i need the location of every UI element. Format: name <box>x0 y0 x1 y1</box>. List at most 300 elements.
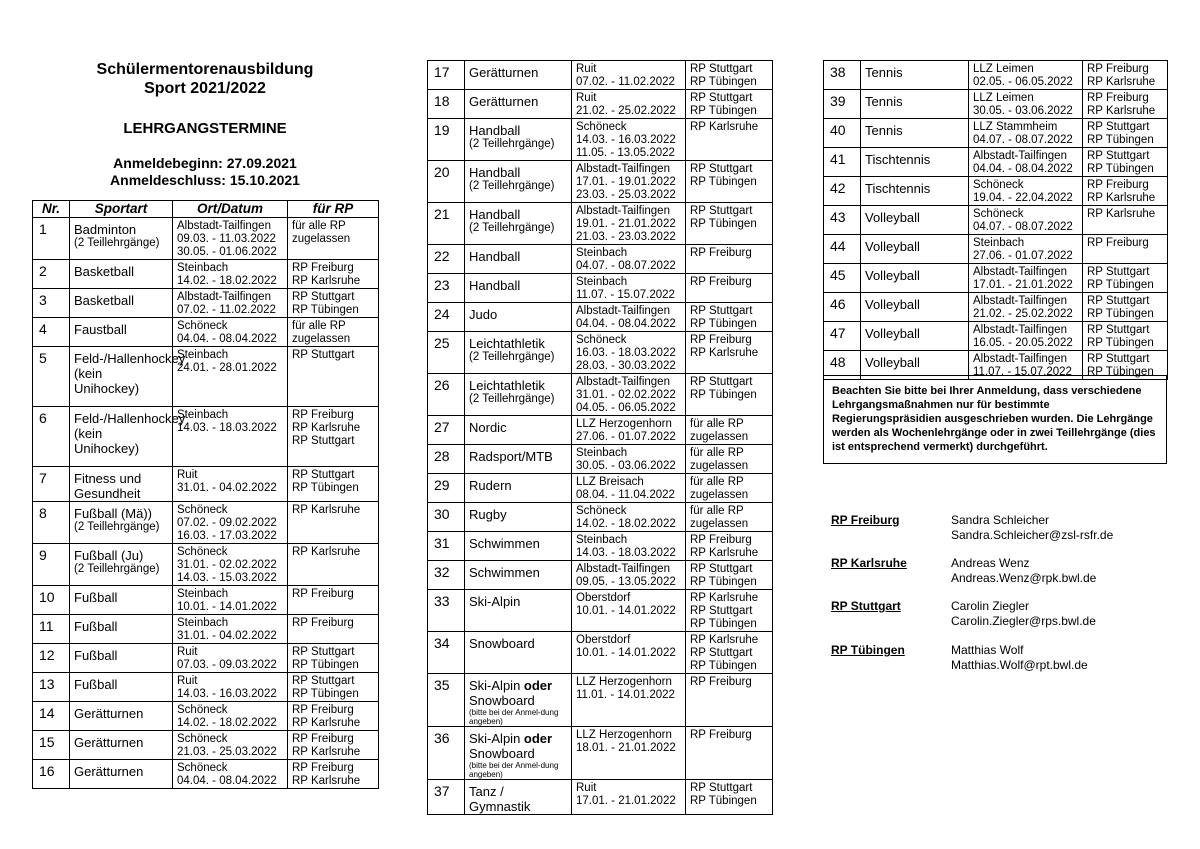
course-row <box>824 264 1168 293</box>
course-location-date <box>572 590 686 632</box>
course-number: 3 <box>33 289 70 318</box>
course-number: 44 <box>824 235 861 264</box>
course-location-date <box>173 760 288 789</box>
course-row <box>33 407 379 467</box>
course-rp <box>288 760 379 789</box>
sport-name: Handball <box>469 165 521 180</box>
sport-name: Gerätturnen <box>74 764 144 779</box>
location: Ruit <box>576 782 597 794</box>
location: Schöneck <box>177 733 228 745</box>
location: Schöneck <box>973 179 1024 191</box>
rp-entry: RP Tübingen <box>1087 163 1154 175</box>
location: LLZ Leimen <box>973 63 1034 75</box>
date-range: 02.05. - 06.05.2022 <box>973 76 1073 88</box>
sport-name: Nordic <box>469 420 507 435</box>
location: LLZ Leimen <box>973 92 1034 104</box>
course-rp <box>1083 264 1168 293</box>
contact-rp-label: RP Tübingen <box>831 643 905 657</box>
contact-name: Matthias Wolf <box>951 643 1024 657</box>
date-range: 10.01. - 14.01.2022 <box>576 647 676 659</box>
date-range: 11.01. - 14.01.2022 <box>576 689 675 701</box>
sport-subtitle: (2 Teillehrgänge) <box>469 222 555 234</box>
location: Oberstdorf <box>576 592 631 604</box>
rp-entry: RP Stuttgart <box>690 605 753 617</box>
course-location-date <box>572 245 686 274</box>
course-sport <box>70 407 186 467</box>
sport-name: Volleyball <box>865 326 920 341</box>
sport-name: Leichtathletik <box>469 336 545 351</box>
sport-name: Fußball <box>74 677 118 692</box>
sport-name: Fußball (Mä)) <box>74 506 153 521</box>
course-number: 38 <box>824 61 861 90</box>
course-row <box>824 61 1168 90</box>
course-row <box>33 702 379 731</box>
date-range: 21.02. - 25.02.2022 <box>576 105 676 117</box>
date-range: 14.03. - 18.03.2022 <box>177 422 277 434</box>
course-row <box>428 674 773 727</box>
course-rp <box>1083 148 1168 177</box>
course-sport <box>465 303 572 332</box>
location: Albstadt-Tailfingen <box>973 295 1067 307</box>
rp-entry: RP Freiburg <box>292 733 354 745</box>
course-number: 25 <box>428 332 465 374</box>
course-sport <box>465 332 572 374</box>
rp-entry: für alle RP <box>690 447 744 459</box>
rp-entry: RP Stuttgart <box>1087 295 1150 307</box>
rp-entry: RP Stuttgart <box>1087 150 1150 162</box>
column-header-fuer-rp: für RP <box>288 201 379 218</box>
sport-name: Rugby <box>469 507 507 522</box>
course-sport <box>465 561 572 590</box>
course-rp <box>686 532 773 561</box>
rp-entry: RP Stuttgart <box>690 782 753 794</box>
rp-entry: RP Tübingen <box>690 318 757 330</box>
course-sport <box>861 206 969 235</box>
sport-name: Schwimmen <box>469 565 540 580</box>
rp-entry: für alle RP <box>690 505 744 517</box>
contact-name: Carolin Ziegler <box>951 599 1030 613</box>
document-title <box>32 60 378 98</box>
sport-name: Tischtennis <box>865 152 931 167</box>
sport-name: Tennis <box>865 94 903 109</box>
course-row <box>428 374 773 416</box>
contact-email: Carolin.Ziegler@rps.bwl.de <box>951 614 1096 628</box>
course-rp <box>686 503 773 532</box>
course-location-date <box>173 289 288 318</box>
course-rp <box>686 61 773 90</box>
rp-entry: RP Karlsruhe <box>292 546 361 558</box>
sport-name: Ski-Alpin <box>469 731 524 746</box>
rp-entry: RP Tübingen <box>690 795 757 807</box>
course-location-date <box>572 503 686 532</box>
sport-name: Volleyball <box>865 297 920 312</box>
date-range: 31.01. - 04.02.2022 <box>177 630 277 642</box>
rp-entry: RP Freiburg <box>292 409 354 421</box>
course-rp <box>288 289 379 318</box>
course-row <box>33 502 379 544</box>
course-number: 19 <box>428 119 465 161</box>
location: Albstadt-Tailfingen <box>576 563 670 575</box>
course-row <box>824 148 1168 177</box>
date-range: 17.01. - 21.01.2022 <box>973 279 1073 291</box>
course-number: 18 <box>428 90 465 119</box>
date-range: 14.03. - 16.03.2022 <box>177 688 277 700</box>
date-range: 17.01. - 19.01.2022 <box>576 176 676 188</box>
course-location-date <box>572 332 686 374</box>
rp-entry: RP Tübingen <box>292 659 359 671</box>
rp-entry: RP Tübingen <box>690 389 757 401</box>
course-row <box>428 161 773 203</box>
course-location-date <box>572 303 686 332</box>
date-range: 14.02. - 18.02.2022 <box>576 518 676 530</box>
rp-entry: RP Freiburg <box>1087 179 1149 191</box>
course-location-date <box>969 90 1083 119</box>
course-row <box>428 561 773 590</box>
location: Albstadt-Tailfingen <box>576 205 670 217</box>
sport-name: Ski-Alpin <box>469 594 521 609</box>
course-sport <box>465 203 572 245</box>
sport-name: Volleyball <box>865 355 920 370</box>
location: LLZ Herzogenhorn <box>576 729 672 741</box>
rp-entry: RP Karlsruhe <box>1087 76 1156 88</box>
date-range: 19.04. - 22.04.2022 <box>973 192 1073 204</box>
rp-entry: RP Stuttgart <box>1087 266 1150 278</box>
course-number: 34 <box>428 632 465 674</box>
course-row <box>428 332 773 374</box>
course-number: 36 <box>428 727 465 780</box>
rp-entry: zugelassen <box>690 489 749 501</box>
course-rp <box>686 632 773 674</box>
course-number: 31 <box>428 532 465 561</box>
sport-name: Volleyball <box>865 210 920 225</box>
course-row <box>428 727 773 780</box>
contact-email: Sandra.Schleicher@zsl-rsfr.de <box>951 528 1114 542</box>
course-rp <box>1083 90 1168 119</box>
course-table-2 <box>427 60 773 815</box>
course-sport <box>861 322 969 351</box>
course-location-date <box>572 374 686 416</box>
course-location-date <box>572 274 686 303</box>
course-sport <box>465 374 572 416</box>
course-row <box>33 544 379 586</box>
location: Albstadt-Tailfingen <box>576 376 670 388</box>
sport-name: Fußball <box>74 648 118 663</box>
course-location-date <box>969 119 1083 148</box>
course-rp <box>686 727 773 780</box>
course-row <box>33 467 379 502</box>
location: Ruit <box>177 675 198 687</box>
course-location-date <box>173 347 288 407</box>
course-row <box>428 90 773 119</box>
course-number: 41 <box>824 148 861 177</box>
date-range: 11.05. - 13.05.2022 <box>576 147 675 159</box>
course-sport <box>465 674 572 727</box>
course-sport <box>70 760 173 789</box>
date-range: 18.01. - 21.01.2022 <box>576 742 676 754</box>
sport-subtitle: (2 Teillehrgänge) <box>74 521 160 533</box>
sport-subtitle: (2 Teillehrgänge) <box>469 180 555 192</box>
rp-entry: RP Stuttgart <box>1087 353 1150 365</box>
course-rp <box>686 245 773 274</box>
course-rp <box>1083 206 1168 235</box>
location: Albstadt-Tailfingen <box>973 266 1067 278</box>
course-number: 10 <box>33 586 70 615</box>
course-rp <box>288 644 379 673</box>
rp-entry: RP Stuttgart <box>690 376 753 388</box>
rp-entry: RP Karlsruhe <box>1087 208 1156 220</box>
rp-entry: RP Karlsruhe <box>292 775 361 787</box>
course-row <box>33 644 379 673</box>
rp-entry: RP Freiburg <box>292 588 354 600</box>
course-sport <box>861 177 969 206</box>
course-number: 8 <box>33 502 70 544</box>
course-location-date <box>572 532 686 561</box>
course-row <box>428 203 773 245</box>
course-sport <box>70 731 173 760</box>
course-sport <box>861 148 969 177</box>
date-range: 31.01. - 02.02.2022 <box>177 559 277 571</box>
course-number: 20 <box>428 161 465 203</box>
course-row <box>428 416 773 445</box>
course-location-date <box>173 467 288 502</box>
location: Oberstdorf <box>576 634 631 646</box>
contact-email: Matthias.Wolf@rpt.bwl.de <box>951 658 1088 672</box>
course-number: 23 <box>428 274 465 303</box>
rp-entry: RP Stuttgart <box>1087 121 1150 133</box>
course-row <box>428 445 773 474</box>
location: LLZ Breisach <box>576 476 644 488</box>
location: Steinbach <box>177 409 229 421</box>
course-sport <box>70 260 173 289</box>
rp-entry: RP Freiburg <box>292 262 354 274</box>
sport-name: Snowboard <box>469 636 535 651</box>
location: Albstadt-Tailfingen <box>576 163 670 175</box>
course-number: 39 <box>824 90 861 119</box>
course-location-date <box>173 731 288 760</box>
course-row <box>428 61 773 90</box>
location: Schöneck <box>177 546 228 558</box>
course-rp <box>686 203 773 245</box>
course-number: 43 <box>824 206 861 235</box>
course-number: 30 <box>428 503 465 532</box>
location: LLZ Stammheim <box>973 121 1058 133</box>
date-range: 11.07. - 15.07.2022 <box>576 289 675 301</box>
location: Schöneck <box>576 334 627 346</box>
contact-rp-label: RP Karlsruhe <box>831 556 907 570</box>
course-sport <box>861 235 969 264</box>
course-sport <box>465 474 572 503</box>
course-sport <box>465 632 572 674</box>
rp-entry: RP Freiburg <box>690 247 752 259</box>
date-range: 21.03. - 23.03.2022 <box>576 231 676 243</box>
contact-name: Sandra Schleicher <box>951 513 1050 527</box>
course-rp <box>686 445 773 474</box>
course-row <box>33 318 379 347</box>
title-line-2: Sport 2021/2022 <box>144 80 266 97</box>
course-number: 33 <box>428 590 465 632</box>
rp-entry: für alle RP <box>690 418 744 430</box>
course-number: 9 <box>33 544 70 586</box>
location: LLZ Herzogenhorn <box>576 676 672 688</box>
date-range: 04.07. - 08.07.2022 <box>576 260 676 272</box>
course-sport <box>70 289 173 318</box>
rp-entry: RP Stuttgart <box>690 305 753 317</box>
sport-subtitle: (2 Teillehrgänge) <box>469 351 555 363</box>
sport-name: Gerätturnen <box>74 735 144 750</box>
rp-entry: RP Freiburg <box>1087 237 1149 249</box>
rp-entry: RP Karlsruhe <box>690 592 759 604</box>
course-row <box>824 119 1168 148</box>
course-row <box>428 503 773 532</box>
course-row <box>428 632 773 674</box>
course-table-1 <box>32 200 379 789</box>
location: Ruit <box>576 63 597 75</box>
course-rp <box>1083 293 1168 322</box>
rp-entry: RP Tübingen <box>292 688 359 700</box>
course-location-date <box>572 561 686 590</box>
sport-name: Tanz / Gymnastik <box>469 784 531 814</box>
course-number: 7 <box>33 467 70 502</box>
rp-entry: RP Stuttgart <box>292 349 355 361</box>
course-location-date <box>173 318 288 347</box>
course-sport <box>465 90 572 119</box>
sport-subtitle: (2 Teillehrgänge) <box>74 237 160 249</box>
location: Ruit <box>576 92 597 104</box>
date-range: 19.01. - 21.01.2022 <box>576 218 676 230</box>
date-range: 04.04. - 08.04.2022 <box>973 163 1073 175</box>
date-range: 31.01. - 02.02.2022 <box>576 389 676 401</box>
course-number: 6 <box>33 407 70 467</box>
sport-name: Handball <box>469 249 521 264</box>
sport-note: (bitte bei der Anmel-dung angeben) <box>469 708 559 726</box>
sport-or: oder <box>523 678 553 693</box>
course-location-date <box>969 177 1083 206</box>
course-rp <box>686 274 773 303</box>
course-number: 46 <box>824 293 861 322</box>
course-rp <box>288 615 379 644</box>
course-number: 42 <box>824 177 861 206</box>
location: Schöneck <box>973 208 1024 220</box>
course-sport <box>465 780 572 815</box>
date-range: 10.01. - 14.01.2022 <box>576 605 676 617</box>
date-range: 30.05. - 03.06.2022 <box>576 460 676 472</box>
course-sport <box>70 347 186 407</box>
sport-name: Fußball <box>74 590 118 605</box>
location: LLZ Herzogenhorn <box>576 418 672 430</box>
location: Steinbach <box>177 617 229 629</box>
course-sport <box>465 503 572 532</box>
rp-entry: RP Karlsruhe <box>292 275 361 287</box>
course-location-date <box>969 61 1083 90</box>
course-location-date <box>969 264 1083 293</box>
date-range: 14.03. - 18.03.2022 <box>576 547 676 559</box>
location: Steinbach <box>576 247 628 259</box>
sport-name: Gerätturnen <box>469 94 539 109</box>
date-range: 27.06. - 01.07.2022 <box>576 431 676 443</box>
course-location-date <box>173 702 288 731</box>
column-header-nr: Nr. <box>33 201 70 218</box>
course-number: 48 <box>824 351 861 380</box>
course-row <box>428 119 773 161</box>
location: Albstadt-Tailfingen <box>973 324 1067 336</box>
course-location-date <box>572 119 686 161</box>
course-rp <box>686 561 773 590</box>
course-row <box>33 218 379 260</box>
course-rp <box>1083 235 1168 264</box>
course-rp <box>288 318 379 347</box>
rp-entry: RP Stuttgart <box>1087 324 1150 336</box>
course-location-date <box>572 161 686 203</box>
date-range: 23.03. - 25.03.2022 <box>576 189 676 201</box>
location: Steinbach <box>576 276 628 288</box>
course-row <box>428 303 773 332</box>
course-location-date <box>572 90 686 119</box>
date-range: 21.03. - 25.03.2022 <box>177 746 277 758</box>
course-sport <box>70 615 173 644</box>
sport-subtitle: (2 Teillehrgänge) <box>74 563 160 575</box>
course-rp <box>686 303 773 332</box>
rp-entry: RP Freiburg <box>1087 92 1149 104</box>
course-sport <box>465 119 572 161</box>
course-number: 32 <box>428 561 465 590</box>
date-range: 30.05. - 03.06.2022 <box>973 105 1073 117</box>
location: Ruit <box>177 646 198 658</box>
course-row <box>824 177 1168 206</box>
sport-name: Basketball <box>74 293 134 308</box>
date-range: 04.05. - 06.05.2022 <box>576 402 676 414</box>
rp-entry: RP Tübingen <box>690 618 757 630</box>
course-rp <box>686 161 773 203</box>
course-sport <box>465 161 572 203</box>
course-number: 14 <box>33 702 70 731</box>
date-range: 11.07. - 15.07.2022 <box>973 366 1072 378</box>
date-range: 07.02. - 11.02.2022 <box>576 76 675 88</box>
rp-entry: RP Stuttgart <box>690 205 753 217</box>
date-range: 21.02. - 25.02.2022 <box>973 308 1073 320</box>
document-subtitle: LEHRGANGSTERMINE <box>123 120 287 137</box>
course-location-date <box>173 502 288 544</box>
rp-entry: RP Tübingen <box>292 482 359 494</box>
course-sport <box>465 532 572 561</box>
date-range: 28.03. - 30.03.2022 <box>576 360 676 372</box>
location: Albstadt-Tailfingen <box>177 220 271 232</box>
course-sport <box>70 586 173 615</box>
course-rp <box>288 347 379 407</box>
rp-entry: RP Stuttgart <box>292 469 355 481</box>
column-header-sportart: Sportart <box>70 201 173 218</box>
sport-subtitle: (2 Teillehrgänge) <box>469 393 555 405</box>
course-row <box>33 673 379 702</box>
sport-name: Ski-Alpin <box>469 678 524 693</box>
rp-entry: RP Tübingen <box>690 105 757 117</box>
course-row <box>428 245 773 274</box>
course-rp <box>1083 322 1168 351</box>
course-row <box>33 615 379 644</box>
rp-entry: RP Stuttgart <box>292 435 355 447</box>
sport-name: Feld-/Hallenhockey (kein Unihockey) <box>74 351 186 396</box>
date-range: 14.02. - 18.02.2022 <box>177 717 277 729</box>
rp-entry: RP Freiburg <box>690 534 752 546</box>
course-rp <box>686 90 773 119</box>
course-number: 22 <box>428 245 465 274</box>
rp-entry: RP Stuttgart <box>292 675 355 687</box>
course-rp <box>288 260 379 289</box>
course-rp <box>686 416 773 445</box>
course-sport <box>70 467 173 502</box>
course-location-date <box>572 727 686 780</box>
date-range: 10.01. - 14.01.2022 <box>177 601 277 613</box>
date-range: 07.02. - 11.02.2022 <box>177 304 276 316</box>
